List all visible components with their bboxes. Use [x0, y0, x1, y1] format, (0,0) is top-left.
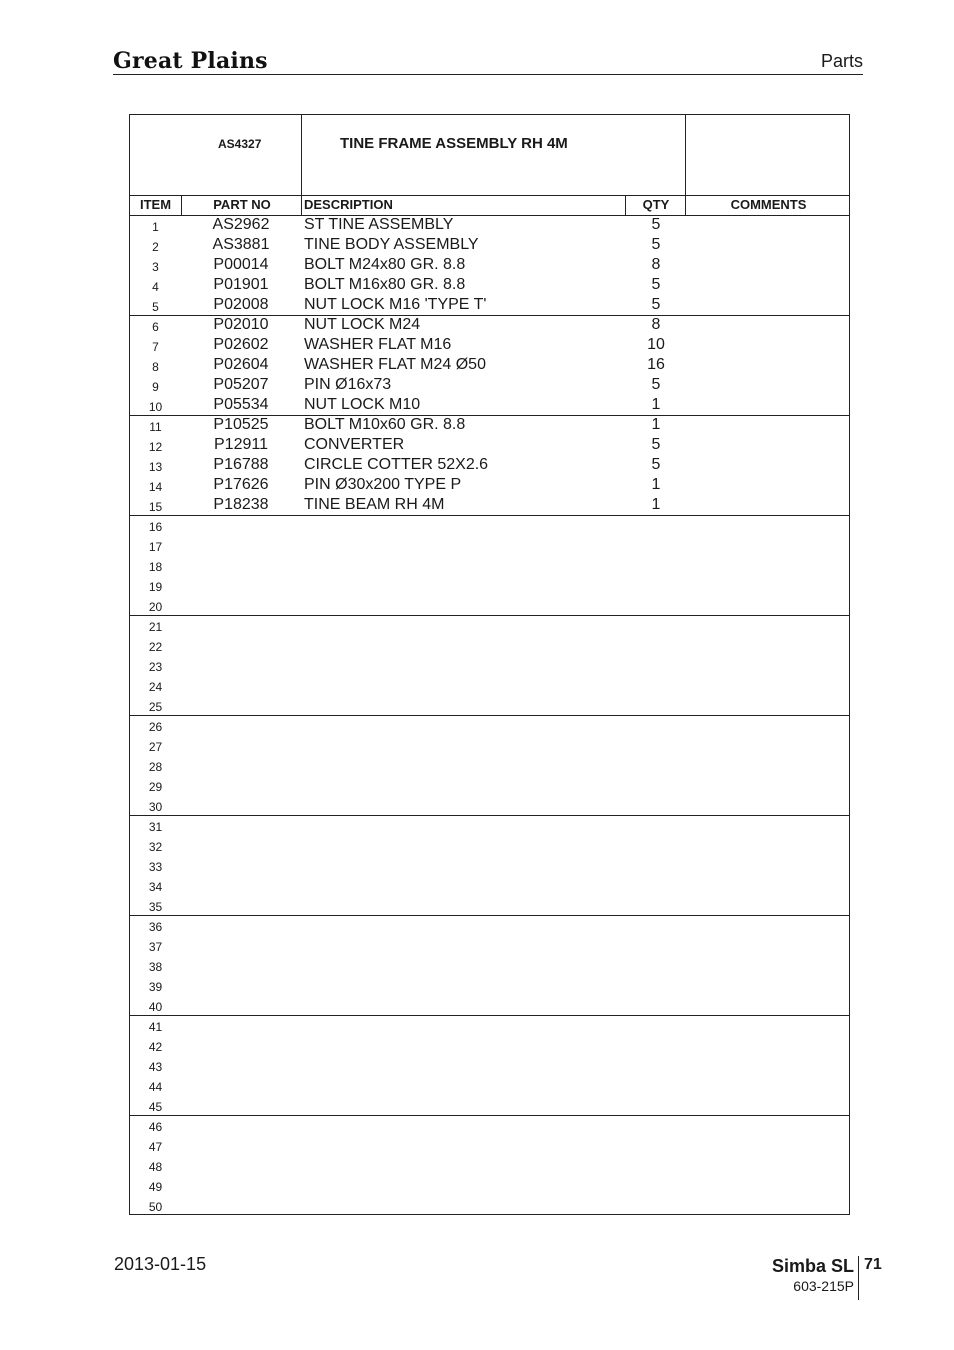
table-row — [130, 795, 849, 815]
item-number: 49 — [148, 1180, 163, 1194]
table-row — [130, 875, 849, 895]
model-name: Simba SL — [771, 1256, 854, 1276]
part-number: AS2962 — [212, 216, 270, 233]
table-row — [130, 335, 849, 355]
table-row — [130, 1095, 849, 1115]
item-number: 29 — [148, 780, 163, 794]
quantity: 10 — [647, 336, 665, 353]
item-number: 38 — [148, 960, 163, 974]
table-row — [130, 515, 849, 535]
item-number: 23 — [148, 660, 163, 674]
part-description: NUT LOCK M10 — [304, 396, 421, 413]
table-row — [130, 655, 849, 675]
table-row — [130, 215, 849, 235]
item-number: 41 — [148, 1020, 163, 1034]
part-description: ST TINE ASSEMBLY — [304, 216, 454, 233]
part-description: NUT LOCK M16 'TYPE T' — [304, 296, 487, 313]
part-number: P02602 — [213, 336, 269, 353]
item-number: 35 — [148, 900, 163, 914]
part-number: P17626 — [213, 476, 269, 493]
part-number: P02604 — [213, 356, 269, 373]
brand-logo: Great Plains — [113, 48, 268, 74]
part-description: PIN Ø16x73 — [304, 376, 392, 393]
footer-divider — [858, 1256, 859, 1300]
table-row — [130, 235, 849, 255]
item-number: 5 — [152, 300, 159, 314]
table-row — [130, 415, 849, 435]
part-description: WASHER FLAT M24 Ø50 — [304, 356, 486, 373]
item-number: 40 — [148, 1000, 163, 1014]
part-number: AS3881 — [212, 236, 270, 253]
item-number: 37 — [148, 940, 163, 954]
parts-table — [129, 114, 850, 1215]
item-number: 2 — [152, 240, 159, 254]
item-number: 25 — [148, 700, 163, 714]
part-number: P05534 — [213, 396, 269, 413]
item-number: 28 — [148, 760, 163, 774]
item-number: 45 — [148, 1100, 163, 1114]
table-row — [130, 1055, 849, 1075]
header-divider — [301, 115, 302, 195]
table-row — [130, 475, 849, 495]
part-number: P10525 — [213, 416, 269, 433]
part-description: BOLT M16x80 GR. 8.8 — [304, 276, 466, 293]
item-number: 31 — [148, 820, 163, 834]
part-description: WASHER FLAT M16 — [304, 336, 452, 353]
table-row — [130, 375, 849, 395]
table-row — [130, 815, 849, 835]
part-description: PIN Ø30x200 TYPE P — [304, 476, 462, 493]
part-description: TINE BODY ASSEMBLY — [304, 236, 479, 253]
item-number: 14 — [148, 480, 163, 494]
item-number: 22 — [148, 640, 163, 654]
column-header-item: ITEM — [139, 197, 172, 212]
quantity: 5 — [651, 456, 661, 473]
item-number: 11 — [149, 420, 162, 434]
item-number: 47 — [148, 1140, 163, 1154]
quantity: 1 — [651, 396, 661, 413]
table-row — [130, 535, 849, 555]
item-number: 16 — [148, 520, 163, 534]
item-number: 27 — [148, 740, 163, 754]
assembly-header — [130, 115, 849, 195]
quantity: 16 — [647, 356, 665, 373]
column-header-comments: COMMENTS — [730, 197, 807, 212]
item-number: 21 — [148, 620, 163, 634]
item-number: 48 — [148, 1160, 163, 1174]
part-number: P01901 — [213, 276, 269, 293]
table-row — [130, 755, 849, 775]
table-row — [130, 855, 849, 875]
table-row — [130, 995, 849, 1015]
item-number: 24 — [148, 680, 163, 694]
item-number: 33 — [148, 860, 163, 874]
table-row — [130, 355, 849, 375]
table-row — [130, 1155, 849, 1175]
part-description: BOLT M10x60 GR. 8.8 — [304, 416, 466, 433]
item-number: 39 — [148, 980, 163, 994]
item-number: 36 — [148, 920, 163, 934]
part-number: P02008 — [213, 296, 269, 313]
table-row — [130, 455, 849, 475]
table-row — [130, 915, 849, 935]
table-row — [130, 735, 849, 755]
part-number: P18238 — [213, 496, 269, 513]
item-number: 30 — [148, 800, 163, 814]
item-number: 26 — [148, 720, 163, 734]
table-row — [130, 1175, 849, 1195]
item-number: 8 — [152, 360, 159, 374]
table-row — [130, 1035, 849, 1055]
quantity: 5 — [651, 436, 661, 453]
item-number: 44 — [148, 1080, 163, 1094]
table-row — [130, 895, 849, 915]
table-row — [130, 555, 849, 575]
table-row — [130, 695, 849, 715]
quantity: 5 — [651, 296, 661, 313]
table-row — [130, 715, 849, 735]
column-header-part-no: PART NO — [213, 197, 271, 212]
table-row — [130, 315, 849, 335]
item-number: 7 — [152, 340, 159, 354]
column-header-description: DESCRIPTION — [304, 197, 393, 212]
quantity: 5 — [651, 216, 661, 233]
item-number: 42 — [148, 1040, 163, 1054]
quantity: 5 — [651, 236, 661, 253]
item-number: 50 — [148, 1200, 163, 1214]
quantity: 5 — [651, 276, 661, 293]
part-description: BOLT M24x80 GR. 8.8 — [304, 256, 466, 273]
item-number: 46 — [148, 1120, 163, 1134]
item-number: 19 — [148, 580, 163, 594]
part-description: CONVERTER — [304, 436, 405, 453]
table-row — [130, 495, 849, 515]
assembly-title: TINE FRAME ASSEMBLY RH 4M — [340, 135, 568, 152]
publish-date: 2013-01-15 — [114, 1254, 207, 1274]
table-row — [130, 675, 849, 695]
part-number: P02010 — [213, 316, 269, 333]
table-row — [130, 615, 849, 635]
quantity: 8 — [651, 316, 661, 333]
header-divider — [685, 115, 686, 195]
item-number: 9 — [152, 380, 159, 394]
table-row — [130, 395, 849, 415]
table-row — [130, 435, 849, 455]
column-header-qty: QTY — [642, 197, 670, 212]
item-number: 1 — [152, 220, 159, 234]
table-row — [130, 595, 849, 615]
quantity: 1 — [651, 476, 661, 493]
part-number: P05207 — [213, 376, 269, 393]
quantity: 8 — [651, 256, 661, 273]
item-number: 43 — [148, 1060, 163, 1074]
part-number: P00014 — [213, 256, 269, 273]
document-number: 603-215P — [793, 1278, 854, 1294]
part-description: TINE BEAM RH 4M — [304, 496, 445, 513]
table-row — [130, 775, 849, 795]
table-row — [130, 1115, 849, 1135]
item-number: 6 — [152, 320, 159, 334]
part-number: P16788 — [213, 456, 269, 473]
item-number: 13 — [148, 460, 163, 474]
table-row — [130, 1015, 849, 1035]
item-number: 20 — [148, 600, 163, 614]
table-row — [130, 935, 849, 955]
item-number: 15 — [148, 500, 163, 514]
quantity: 5 — [651, 376, 661, 393]
item-number: 10 — [148, 400, 163, 414]
table-row — [130, 1135, 849, 1155]
item-number: 4 — [152, 280, 159, 294]
item-number: 32 — [148, 840, 163, 854]
item-number: 18 — [148, 560, 163, 574]
table-row — [130, 295, 849, 315]
item-number: 17 — [148, 540, 163, 554]
table-row — [130, 255, 849, 275]
header-rule — [113, 74, 863, 75]
table-row — [130, 1075, 849, 1095]
part-description: CIRCLE COTTER 52X2.6 — [304, 456, 489, 473]
part-description: NUT LOCK M24 — [304, 316, 421, 333]
item-number: 12 — [148, 440, 163, 454]
quantity: 1 — [651, 496, 661, 513]
item-number: 3 — [152, 260, 159, 274]
table-row — [130, 1195, 849, 1215]
section-label: Parts — [820, 51, 863, 71]
table-row — [130, 575, 849, 595]
table-row — [130, 835, 849, 855]
quantity: 1 — [651, 416, 661, 433]
table-row — [130, 635, 849, 655]
assembly-number: AS4327 — [218, 137, 262, 151]
page-number: 71 — [864, 1256, 882, 1273]
table-row — [130, 955, 849, 975]
item-number: 34 — [148, 880, 163, 894]
part-number: P12911 — [214, 436, 268, 453]
table-row — [130, 275, 849, 295]
table-row — [130, 975, 849, 995]
